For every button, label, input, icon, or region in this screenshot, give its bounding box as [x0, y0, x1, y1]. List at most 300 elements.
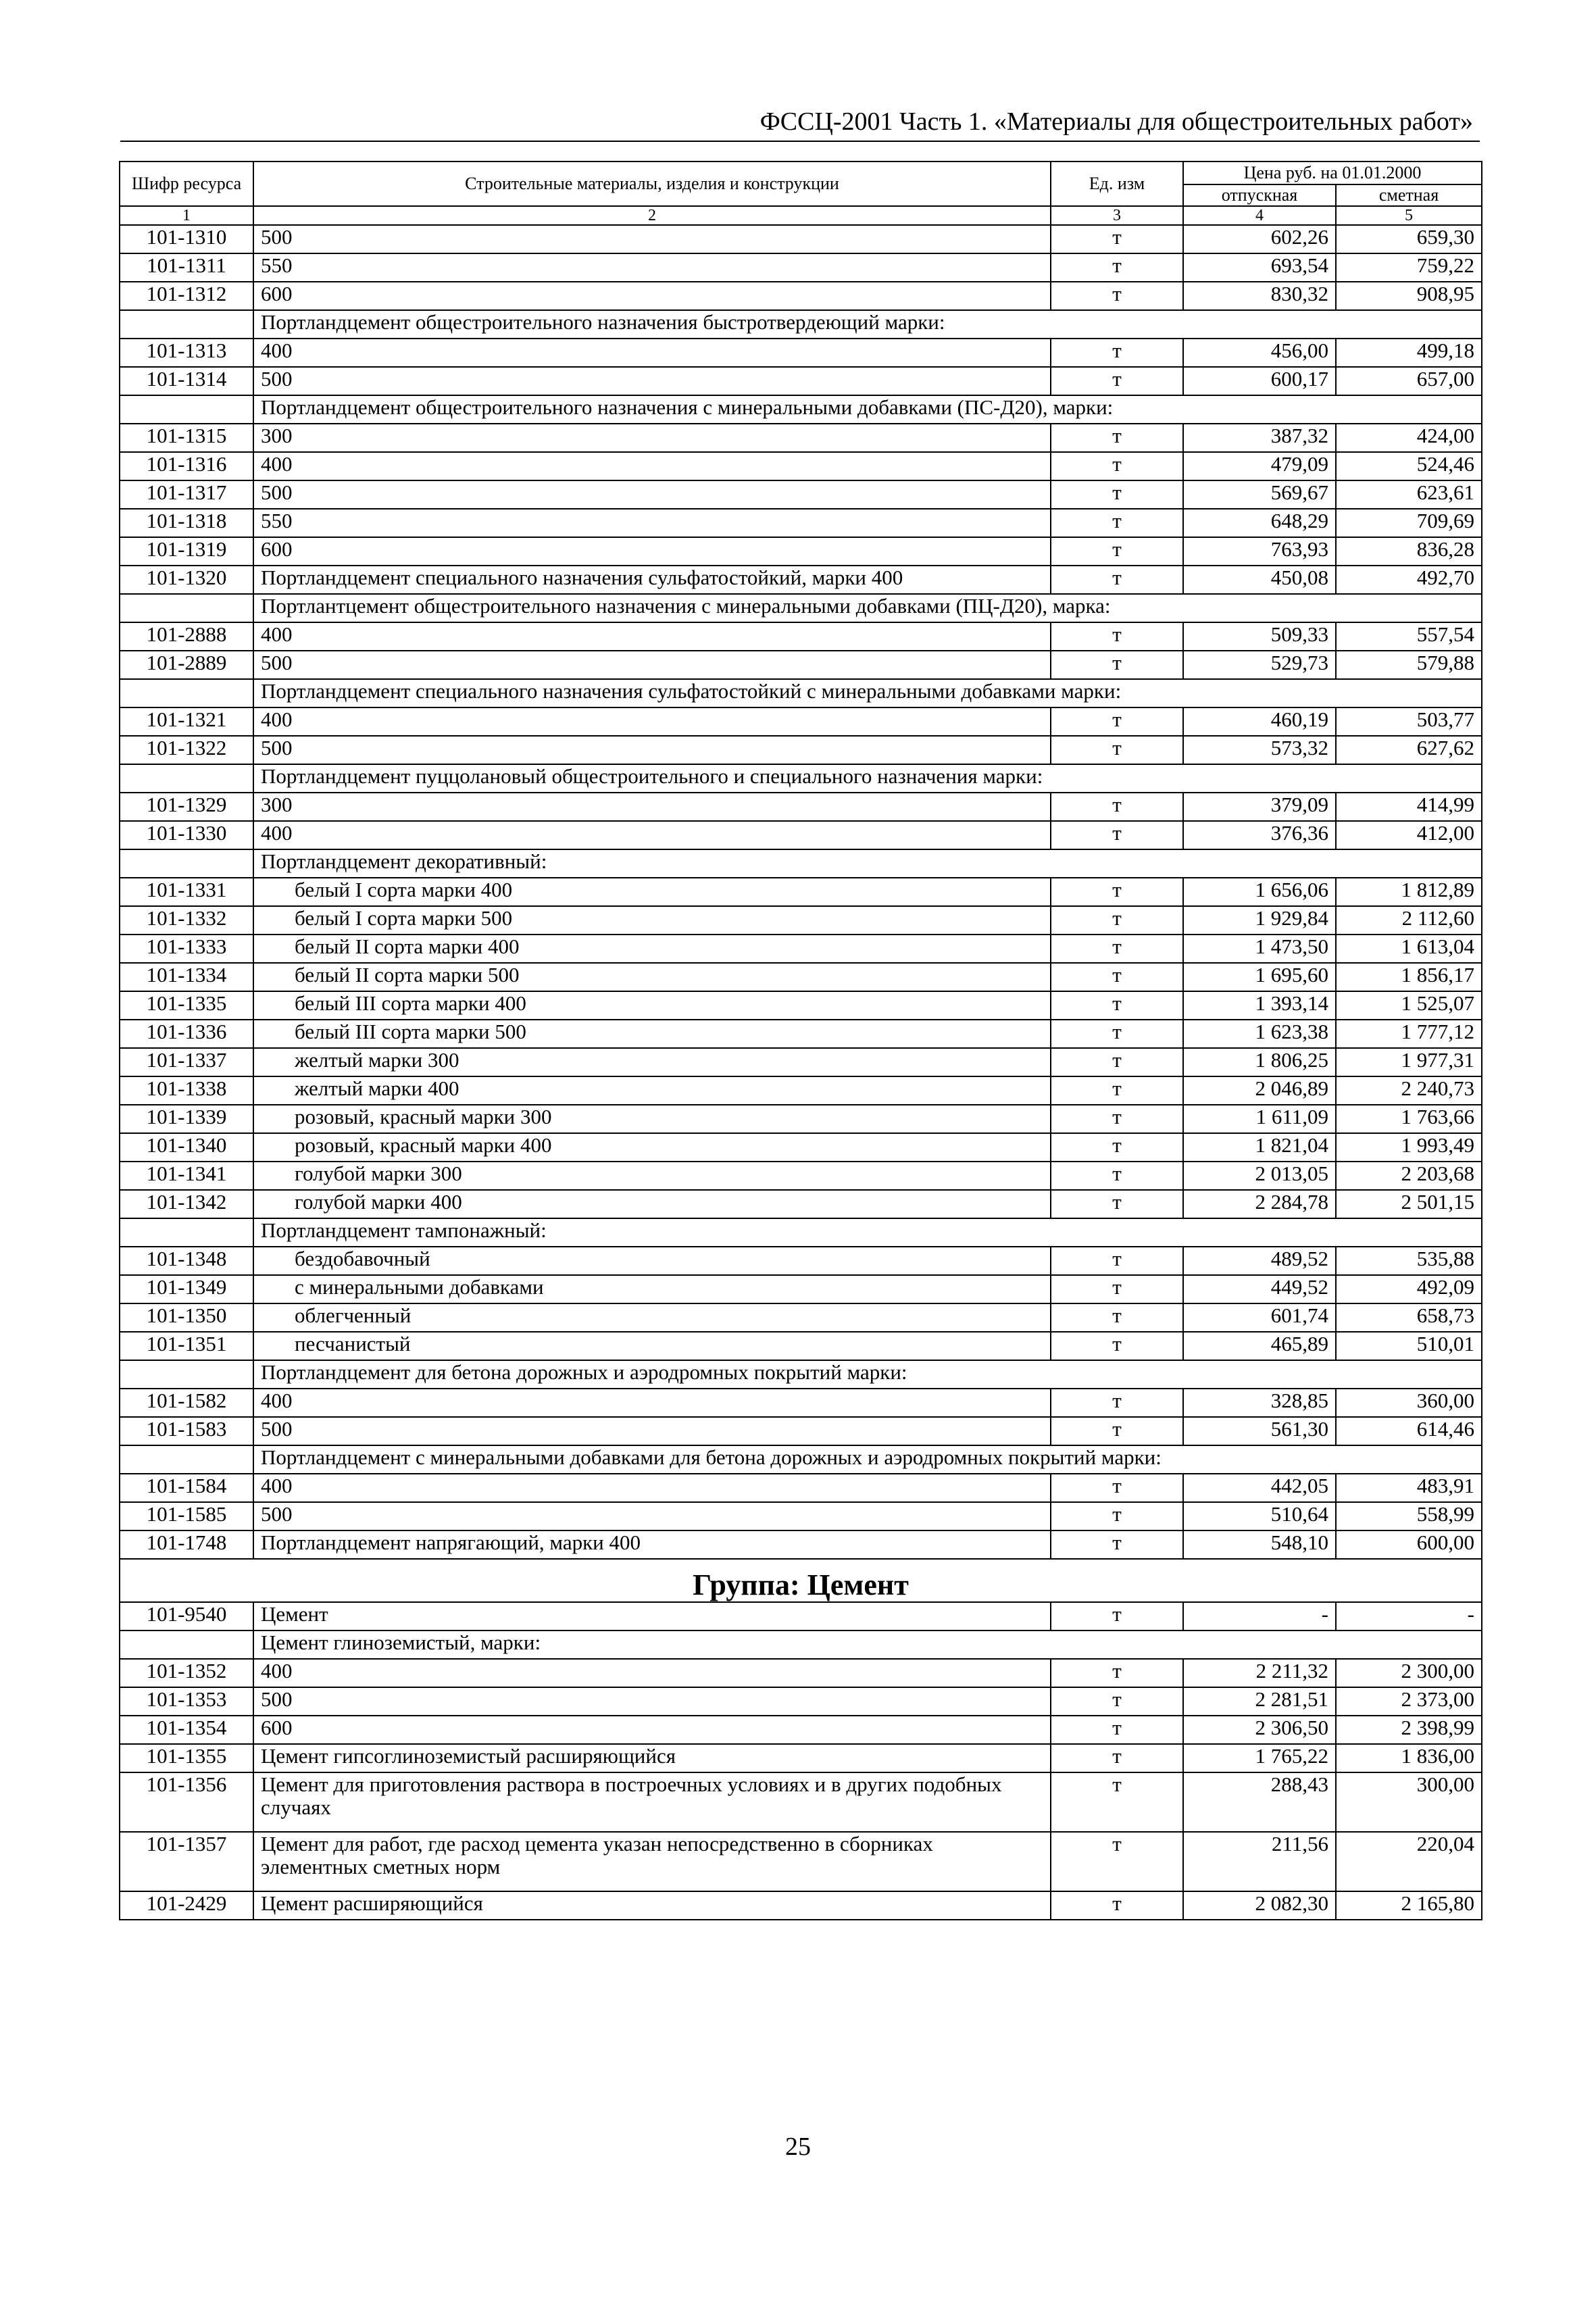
- table-row: [120, 1332, 1482, 1360]
- resource-code: 101-1584: [120, 1474, 253, 1502]
- estimate-price: 535,88: [1336, 1247, 1482, 1275]
- release-price: 1 473,50: [1183, 935, 1336, 963]
- table-row: [120, 707, 1482, 736]
- release-price: 2 082,30: [1183, 1891, 1336, 1920]
- release-price: -: [1183, 1602, 1336, 1631]
- release-price: 376,36: [1183, 821, 1336, 849]
- page-header: [120, 100, 1480, 142]
- release-price: 509,33: [1183, 622, 1336, 651]
- resource-code: 101-1331: [120, 878, 253, 906]
- estimate-price: 414,99: [1336, 793, 1482, 821]
- material-name: 600: [253, 282, 1051, 310]
- table-row: [120, 509, 1482, 537]
- material-name: 400: [253, 1474, 1051, 1502]
- resource-code: 101-1310: [120, 225, 253, 253]
- release-price: 456,00: [1183, 339, 1336, 367]
- table-row: [120, 1474, 1482, 1502]
- resource-code: 101-1583: [120, 1417, 253, 1445]
- estimate-price: 2 398,99: [1336, 1716, 1482, 1744]
- release-price: 648,29: [1183, 509, 1336, 537]
- material-name: 500: [253, 480, 1051, 509]
- material-name: голубой марки 400: [253, 1190, 1051, 1218]
- table-row: [120, 253, 1482, 282]
- resource-code: 101-1319: [120, 537, 253, 566]
- unit: т: [1051, 1190, 1183, 1218]
- estimate-price: 1 836,00: [1336, 1744, 1482, 1772]
- release-price: 328,85: [1183, 1389, 1336, 1417]
- table-row: [120, 1716, 1482, 1744]
- release-price: 569,67: [1183, 480, 1336, 509]
- resource-code: 101-1334: [120, 963, 253, 991]
- table-row: [120, 1162, 1482, 1190]
- release-price: 1 623,38: [1183, 1020, 1336, 1048]
- section-spacer: [120, 679, 253, 707]
- resource-code: 101-1330: [120, 821, 253, 849]
- material-name: Портландцемент напрягающий, марки 400: [253, 1530, 1051, 1559]
- table-row: [120, 480, 1482, 509]
- estimate-price: 492,70: [1336, 566, 1482, 594]
- unit: т: [1051, 1162, 1183, 1190]
- table-row: [120, 1744, 1482, 1772]
- release-price: 211,56: [1183, 1832, 1336, 1891]
- material-name: 500: [253, 367, 1051, 395]
- release-price: 2 281,51: [1183, 1687, 1336, 1716]
- resource-code: 101-1357: [120, 1832, 253, 1891]
- estimate-price: 1 777,12: [1336, 1020, 1482, 1048]
- table-row: [120, 1659, 1482, 1687]
- unit: т: [1051, 1389, 1183, 1417]
- material-name: 400: [253, 339, 1051, 367]
- resource-code: 101-1314: [120, 367, 253, 395]
- release-price: 561,30: [1183, 1417, 1336, 1445]
- unit: т: [1051, 1105, 1183, 1133]
- estimate-price: 557,54: [1336, 622, 1482, 651]
- resource-code: 101-1351: [120, 1332, 253, 1360]
- section-spacer: [120, 764, 253, 793]
- release-price: 1 656,06: [1183, 878, 1336, 906]
- release-price: 510,64: [1183, 1502, 1336, 1530]
- material-name: песчанистый: [253, 1332, 1051, 1360]
- material-name: с минеральными добавками: [253, 1275, 1051, 1303]
- table-row: [120, 935, 1482, 963]
- material-name: 300: [253, 793, 1051, 821]
- estimate-price: 614,46: [1336, 1417, 1482, 1445]
- document-title: ФССЦ-2001 Часть 1. «Материалы для общестроительных работ»: [759, 107, 1473, 136]
- estimate-price: 503,77: [1336, 707, 1482, 736]
- group-row: [120, 1559, 1482, 1602]
- section-spacer: [120, 310, 253, 339]
- column-header-price: Цена руб. на 01.01.2000: [1183, 161, 1482, 184]
- material-name: облегченный: [253, 1303, 1051, 1332]
- estimate-price: 709,69: [1336, 509, 1482, 537]
- release-price: 602,26: [1183, 225, 1336, 253]
- unit: т: [1051, 1076, 1183, 1105]
- table-row: [120, 821, 1482, 849]
- release-price: 830,32: [1183, 282, 1336, 310]
- material-name: 550: [253, 509, 1051, 537]
- unit: т: [1051, 935, 1183, 963]
- estimate-price: 659,30: [1336, 225, 1482, 253]
- section-title: Портландцемент пуццолановый общестроительного и специального назначения марки:: [253, 764, 1482, 793]
- resource-code: 101-2429: [120, 1891, 253, 1920]
- material-name: 300: [253, 424, 1051, 452]
- material-name: 400: [253, 452, 1051, 480]
- table-row: [120, 566, 1482, 594]
- material-name: 500: [253, 1417, 1051, 1445]
- table-row: [120, 1133, 1482, 1162]
- section-spacer: [120, 1360, 253, 1389]
- table-row: [120, 1247, 1482, 1275]
- table-body: [120, 225, 1482, 1920]
- column-number: 4: [1183, 206, 1336, 225]
- table-row: [120, 537, 1482, 566]
- section-title: Портландцемент для бетона дорожных и аэродромных покрытий марки:: [253, 1360, 1482, 1389]
- release-price: 2 046,89: [1183, 1076, 1336, 1105]
- section-title: Портландцемент специального назначения сульфатостойкий с минеральными добавками марки:: [253, 679, 1482, 707]
- column-header-unit: Ед. изм: [1051, 161, 1183, 206]
- release-price: 693,54: [1183, 253, 1336, 282]
- resource-code: 101-1315: [120, 424, 253, 452]
- material-name: Цемент для работ, где расход цемента указан непосредственно в сборниках элементных сметных норм: [253, 1832, 1051, 1891]
- table-row: [120, 424, 1482, 452]
- resource-code: 101-1348: [120, 1247, 253, 1275]
- resource-code: 101-1355: [120, 1744, 253, 1772]
- resource-code: 101-1322: [120, 736, 253, 764]
- estimate-price: 2 501,15: [1336, 1190, 1482, 1218]
- section-title: Портландцемент общестроительного назначения с минеральными добавками (ПС-Д20), марки:: [253, 395, 1482, 424]
- section-spacer: [120, 1445, 253, 1474]
- column-number: 5: [1336, 206, 1482, 225]
- estimate-price: 1 613,04: [1336, 935, 1482, 963]
- material-name: 400: [253, 1389, 1051, 1417]
- section-title: Портлантцемент общестроительного назначения с минеральными добавками (ПЦ-Д20), марка:: [253, 594, 1482, 622]
- material-name: желтый марки 400: [253, 1076, 1051, 1105]
- release-price: 479,09: [1183, 452, 1336, 480]
- estimate-price: 1 525,07: [1336, 991, 1482, 1020]
- resource-code: 101-1321: [120, 707, 253, 736]
- section-row: [120, 594, 1482, 622]
- unit: т: [1051, 1303, 1183, 1332]
- table-row: [120, 1076, 1482, 1105]
- unit: т: [1051, 1772, 1183, 1832]
- unit: т: [1051, 1020, 1183, 1048]
- resource-code: 101-1316: [120, 452, 253, 480]
- section-spacer: [120, 1218, 253, 1247]
- resource-code: 101-1317: [120, 480, 253, 509]
- table-row: [120, 991, 1482, 1020]
- estimate-price: 2 112,60: [1336, 906, 1482, 935]
- section-row: [120, 395, 1482, 424]
- unit: т: [1051, 1247, 1183, 1275]
- resource-code: 101-1349: [120, 1275, 253, 1303]
- section-spacer: [120, 1631, 253, 1659]
- table-row: [120, 1891, 1482, 1920]
- resource-code: 101-1350: [120, 1303, 253, 1332]
- material-name: 400: [253, 622, 1051, 651]
- material-name: 500: [253, 1502, 1051, 1530]
- unit: т: [1051, 1891, 1183, 1920]
- resource-code: 101-2889: [120, 651, 253, 679]
- estimate-price: 2 373,00: [1336, 1687, 1482, 1716]
- resource-code: 101-1332: [120, 906, 253, 935]
- resource-code: 101-1337: [120, 1048, 253, 1076]
- resource-code: 101-1335: [120, 991, 253, 1020]
- material-name: 500: [253, 651, 1051, 679]
- column-header-code: Шифр ресурса: [120, 161, 253, 206]
- table-row: [120, 1502, 1482, 1530]
- unit: т: [1051, 566, 1183, 594]
- estimate-price: 627,62: [1336, 736, 1482, 764]
- release-price: 1 695,60: [1183, 963, 1336, 991]
- material-name: Цемент гипсоглиноземистый расширяющийся: [253, 1744, 1051, 1772]
- table-row: [120, 1832, 1482, 1891]
- estimate-price: 300,00: [1336, 1772, 1482, 1832]
- unit: т: [1051, 622, 1183, 651]
- release-price: 450,08: [1183, 566, 1336, 594]
- release-price: 288,43: [1183, 1772, 1336, 1832]
- material-name: белый III сорта марки 500: [253, 1020, 1051, 1048]
- estimate-price: 492,09: [1336, 1275, 1482, 1303]
- material-name: белый II сорта марки 500: [253, 963, 1051, 991]
- section-row: [120, 1445, 1482, 1474]
- resource-code: 101-1353: [120, 1687, 253, 1716]
- release-price: 379,09: [1183, 793, 1336, 821]
- table-row: [120, 1389, 1482, 1417]
- material-name: 400: [253, 707, 1051, 736]
- unit: т: [1051, 1502, 1183, 1530]
- material-name: Цемент расширяющийся: [253, 1891, 1051, 1920]
- section-row: [120, 310, 1482, 339]
- unit: т: [1051, 1602, 1183, 1631]
- section-row: [120, 1631, 1482, 1659]
- estimate-price: 424,00: [1336, 424, 1482, 452]
- resource-code: 101-1313: [120, 339, 253, 367]
- unit: т: [1051, 1275, 1183, 1303]
- unit: т: [1051, 339, 1183, 367]
- resource-code: 101-1585: [120, 1502, 253, 1530]
- material-name: Цемент: [253, 1602, 1051, 1631]
- section-title: Портландцемент тампонажный:: [253, 1218, 1482, 1247]
- section-title: Портландцемент с минеральными добавками для бетона дорожных и аэродромных покрытий марки:: [253, 1445, 1482, 1474]
- estimate-price: 1 763,66: [1336, 1105, 1482, 1133]
- unit: т: [1051, 509, 1183, 537]
- release-price: 529,73: [1183, 651, 1336, 679]
- column-number: 2: [253, 206, 1051, 225]
- unit: т: [1051, 1716, 1183, 1744]
- resource-code: 101-1341: [120, 1162, 253, 1190]
- resource-code: 101-1311: [120, 253, 253, 282]
- unit: т: [1051, 424, 1183, 452]
- table-row: [120, 1020, 1482, 1048]
- unit: т: [1051, 1133, 1183, 1162]
- unit: т: [1051, 537, 1183, 566]
- column-number: 3: [1051, 206, 1183, 225]
- table-row: [120, 1772, 1482, 1832]
- estimate-price: 1 812,89: [1336, 878, 1482, 906]
- unit: т: [1051, 452, 1183, 480]
- unit: т: [1051, 878, 1183, 906]
- material-name: 500: [253, 225, 1051, 253]
- estimate-price: 2 165,80: [1336, 1891, 1482, 1920]
- estimate-price: 579,88: [1336, 651, 1482, 679]
- estimate-price: -: [1336, 1602, 1482, 1631]
- table-row: [120, 1303, 1482, 1332]
- table-row: [120, 651, 1482, 679]
- release-price: 2 284,78: [1183, 1190, 1336, 1218]
- release-price: 1 393,14: [1183, 991, 1336, 1020]
- release-price: 465,89: [1183, 1332, 1336, 1360]
- unit: т: [1051, 1530, 1183, 1559]
- table-row: [120, 1530, 1482, 1559]
- release-price: 573,32: [1183, 736, 1336, 764]
- estimate-price: 2 240,73: [1336, 1076, 1482, 1105]
- release-price: 2 306,50: [1183, 1716, 1336, 1744]
- table-row: [120, 367, 1482, 395]
- release-price: 1 765,22: [1183, 1744, 1336, 1772]
- section-title: Цемент глиноземистый, марки:: [253, 1631, 1482, 1659]
- resource-code: 101-1356: [120, 1772, 253, 1832]
- resource-code: 101-1329: [120, 793, 253, 821]
- estimate-price: 1 993,49: [1336, 1133, 1482, 1162]
- unit: т: [1051, 1332, 1183, 1360]
- release-price: 449,52: [1183, 1275, 1336, 1303]
- column-number-row: [120, 206, 1482, 225]
- section-title: Портландцемент декоративный:: [253, 849, 1482, 878]
- table-row: [120, 1687, 1482, 1716]
- release-price: 601,74: [1183, 1303, 1336, 1332]
- material-name: 400: [253, 821, 1051, 849]
- section-row: [120, 764, 1482, 793]
- estimate-price: 524,46: [1336, 452, 1482, 480]
- release-price: 489,52: [1183, 1247, 1336, 1275]
- table-row: [120, 225, 1482, 253]
- table-row: [120, 1417, 1482, 1445]
- estimate-price: 908,95: [1336, 282, 1482, 310]
- unit: т: [1051, 480, 1183, 509]
- material-name: Портландцемент специального назначения сульфатостойкий, марки 400: [253, 566, 1051, 594]
- release-price: 548,10: [1183, 1530, 1336, 1559]
- resource-code: 101-1320: [120, 566, 253, 594]
- estimate-price: 483,91: [1336, 1474, 1482, 1502]
- release-price: 442,05: [1183, 1474, 1336, 1502]
- section-row: [120, 849, 1482, 878]
- unit: т: [1051, 1474, 1183, 1502]
- material-name: Цемент для приготовления раствора в построечных условиях и в других подобных случаях: [253, 1772, 1051, 1832]
- group-title: Группа: Цемент: [120, 1559, 1482, 1602]
- column-number: 1: [120, 206, 253, 225]
- resource-code: 101-1336: [120, 1020, 253, 1048]
- resource-code: 101-1340: [120, 1133, 253, 1162]
- unit: т: [1051, 1687, 1183, 1716]
- material-name: 500: [253, 1687, 1051, 1716]
- table-row: [120, 452, 1482, 480]
- release-price: 1 806,25: [1183, 1048, 1336, 1076]
- resource-code: 101-1318: [120, 509, 253, 537]
- page-number: 25: [785, 2133, 811, 2161]
- table-row: [120, 282, 1482, 310]
- estimate-price: 658,73: [1336, 1303, 1482, 1332]
- price-table: [119, 161, 1482, 1920]
- estimate-price: 623,61: [1336, 480, 1482, 509]
- table-row: [120, 963, 1482, 991]
- release-price: 1 611,09: [1183, 1105, 1336, 1133]
- estimate-price: 220,04: [1336, 1832, 1482, 1891]
- unit: т: [1051, 1744, 1183, 1772]
- unit: т: [1051, 963, 1183, 991]
- table-row: [120, 793, 1482, 821]
- release-price: 600,17: [1183, 367, 1336, 395]
- table-row: [120, 1602, 1482, 1631]
- estimate-price: 1 856,17: [1336, 963, 1482, 991]
- unit: т: [1051, 707, 1183, 736]
- table-row: [120, 1105, 1482, 1133]
- material-name: белый II сорта марки 400: [253, 935, 1051, 963]
- release-price: 1 821,04: [1183, 1133, 1336, 1162]
- release-price: 763,93: [1183, 537, 1336, 566]
- estimate-price: 558,99: [1336, 1502, 1482, 1530]
- material-name: розовый, красный марки 300: [253, 1105, 1051, 1133]
- section-row: [120, 1360, 1482, 1389]
- resource-code: 101-1339: [120, 1105, 253, 1133]
- section-spacer: [120, 594, 253, 622]
- estimate-price: 412,00: [1336, 821, 1482, 849]
- resource-code: 101-1748: [120, 1530, 253, 1559]
- unit: т: [1051, 253, 1183, 282]
- estimate-price: 2 203,68: [1336, 1162, 1482, 1190]
- table-row: [120, 1048, 1482, 1076]
- estimate-price: 657,00: [1336, 367, 1482, 395]
- section-spacer: [120, 395, 253, 424]
- release-price: 2 013,05: [1183, 1162, 1336, 1190]
- table-row: [120, 736, 1482, 764]
- table-head: [120, 161, 1482, 225]
- material-name: голубой марки 300: [253, 1162, 1051, 1190]
- section-row: [120, 679, 1482, 707]
- release-price: 2 211,32: [1183, 1659, 1336, 1687]
- table-row: [120, 622, 1482, 651]
- unit: т: [1051, 906, 1183, 935]
- table-row: [120, 906, 1482, 935]
- resource-code: 101-9540: [120, 1602, 253, 1631]
- estimate-price: 759,22: [1336, 253, 1482, 282]
- section-spacer: [120, 849, 253, 878]
- table-row: [120, 1275, 1482, 1303]
- material-name: белый I сорта марки 400: [253, 878, 1051, 906]
- material-name: 550: [253, 253, 1051, 282]
- unit: т: [1051, 225, 1183, 253]
- material-name: белый I сорта марки 500: [253, 906, 1051, 935]
- section-row: [120, 1218, 1482, 1247]
- unit: т: [1051, 651, 1183, 679]
- estimate-price: 360,00: [1336, 1389, 1482, 1417]
- material-name: белый III сорта марки 400: [253, 991, 1051, 1020]
- estimate-price: 2 300,00: [1336, 1659, 1482, 1687]
- material-name: 500: [253, 736, 1051, 764]
- estimate-price: 499,18: [1336, 339, 1482, 367]
- unit: т: [1051, 736, 1183, 764]
- resource-code: 101-1333: [120, 935, 253, 963]
- resource-code: 101-1352: [120, 1659, 253, 1687]
- estimate-price: 836,28: [1336, 537, 1482, 566]
- section-title: Портландцемент общестроительного назначения быстротвердеющий марки:: [253, 310, 1482, 339]
- column-header-price-estimate: сметная: [1336, 184, 1482, 206]
- resource-code: 101-1312: [120, 282, 253, 310]
- estimate-price: 1 977,31: [1336, 1048, 1482, 1076]
- unit: т: [1051, 1417, 1183, 1445]
- unit: т: [1051, 1659, 1183, 1687]
- material-name: желтый марки 300: [253, 1048, 1051, 1076]
- release-price: 1 929,84: [1183, 906, 1336, 935]
